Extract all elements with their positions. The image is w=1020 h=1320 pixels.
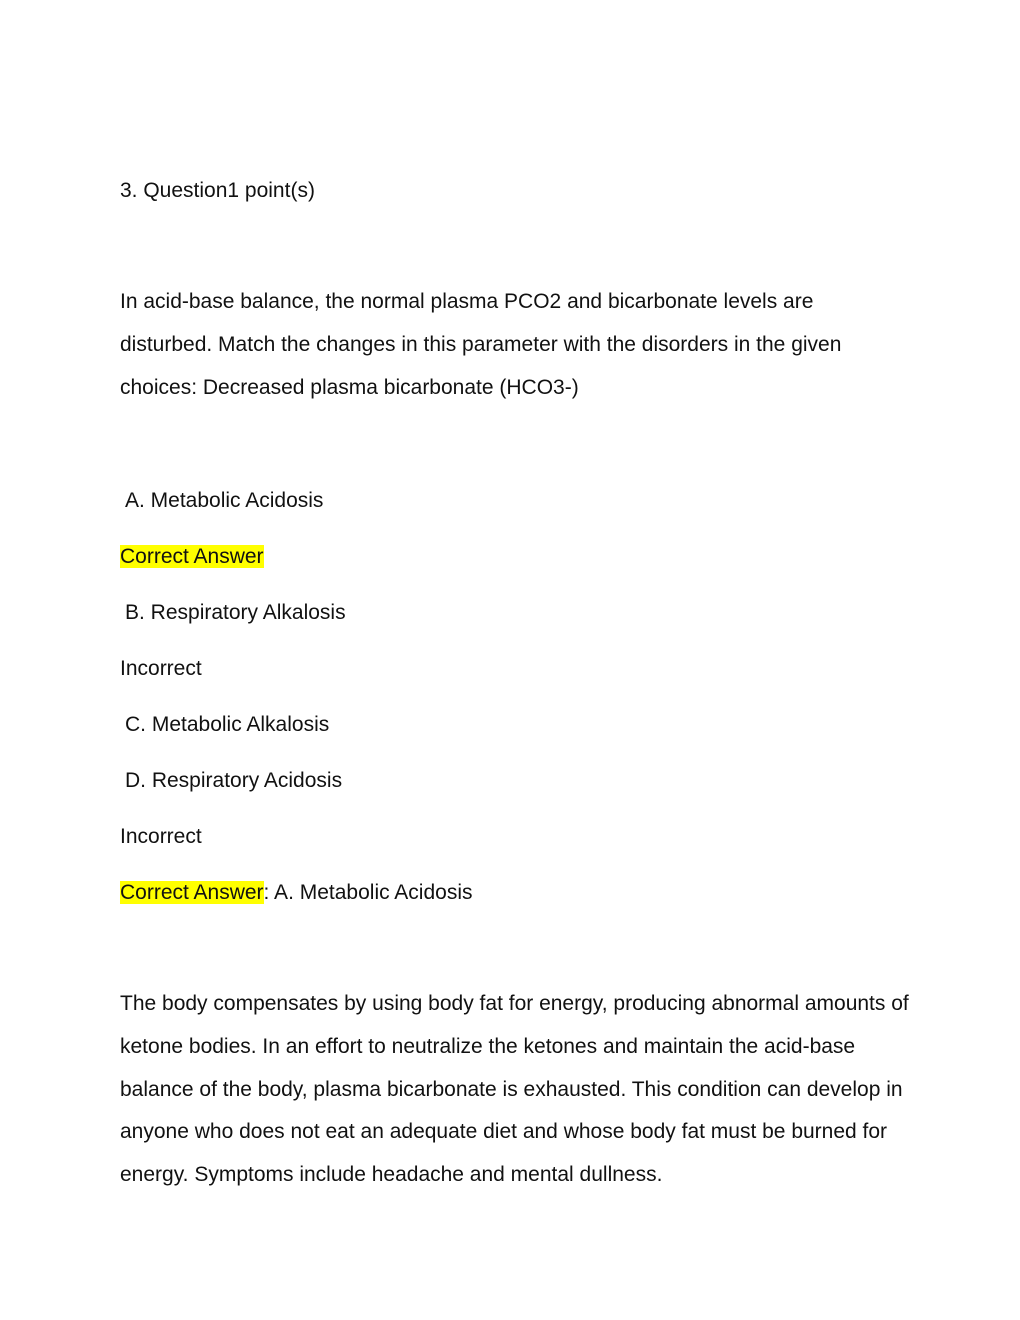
choice-a-feedback [120,543,264,571]
question-prompt: In acid-base balance, the normal plasma PCO2 and bicarbonate levels are disturbed. Match the changes in this parameter with the disorders in the given choices: Decreased plasma bicarbonate (HCO3-) [120,290,842,399]
explanation-paragraph: The body compensates by using body fat for energy, producing abnormal amounts of ketone bodies. In an effort to neutralize the ketones and maintain the acid-base balance of the body, plasma bicarbonate is exhausted. This condition can develop in anyone who does not eat an adequate diet and whose body fat must be burned for energy. Symptoms include headache and mental dullness. [120,992,909,1187]
correct-answer-label: Correct Answer [120,881,264,904]
choice-d: D. Respiratory Acidosis [125,769,343,792]
choice-d-feedback: Incorrect [120,825,202,848]
question-header: 3. Question1 point(s) [120,179,315,202]
correct-answer-line [120,879,472,907]
choice-a: A. Metabolic Acidosis [125,489,324,512]
choice-c: C. Metabolic Alkalosis [125,713,330,736]
choice-b-feedback: Incorrect [120,657,202,680]
choice-b: B. Respiratory Alkalosis [125,601,346,624]
correct-answer-highlight: Correct Answer [120,545,264,568]
correct-answer-value: : A. Metabolic Acidosis [263,881,473,904]
